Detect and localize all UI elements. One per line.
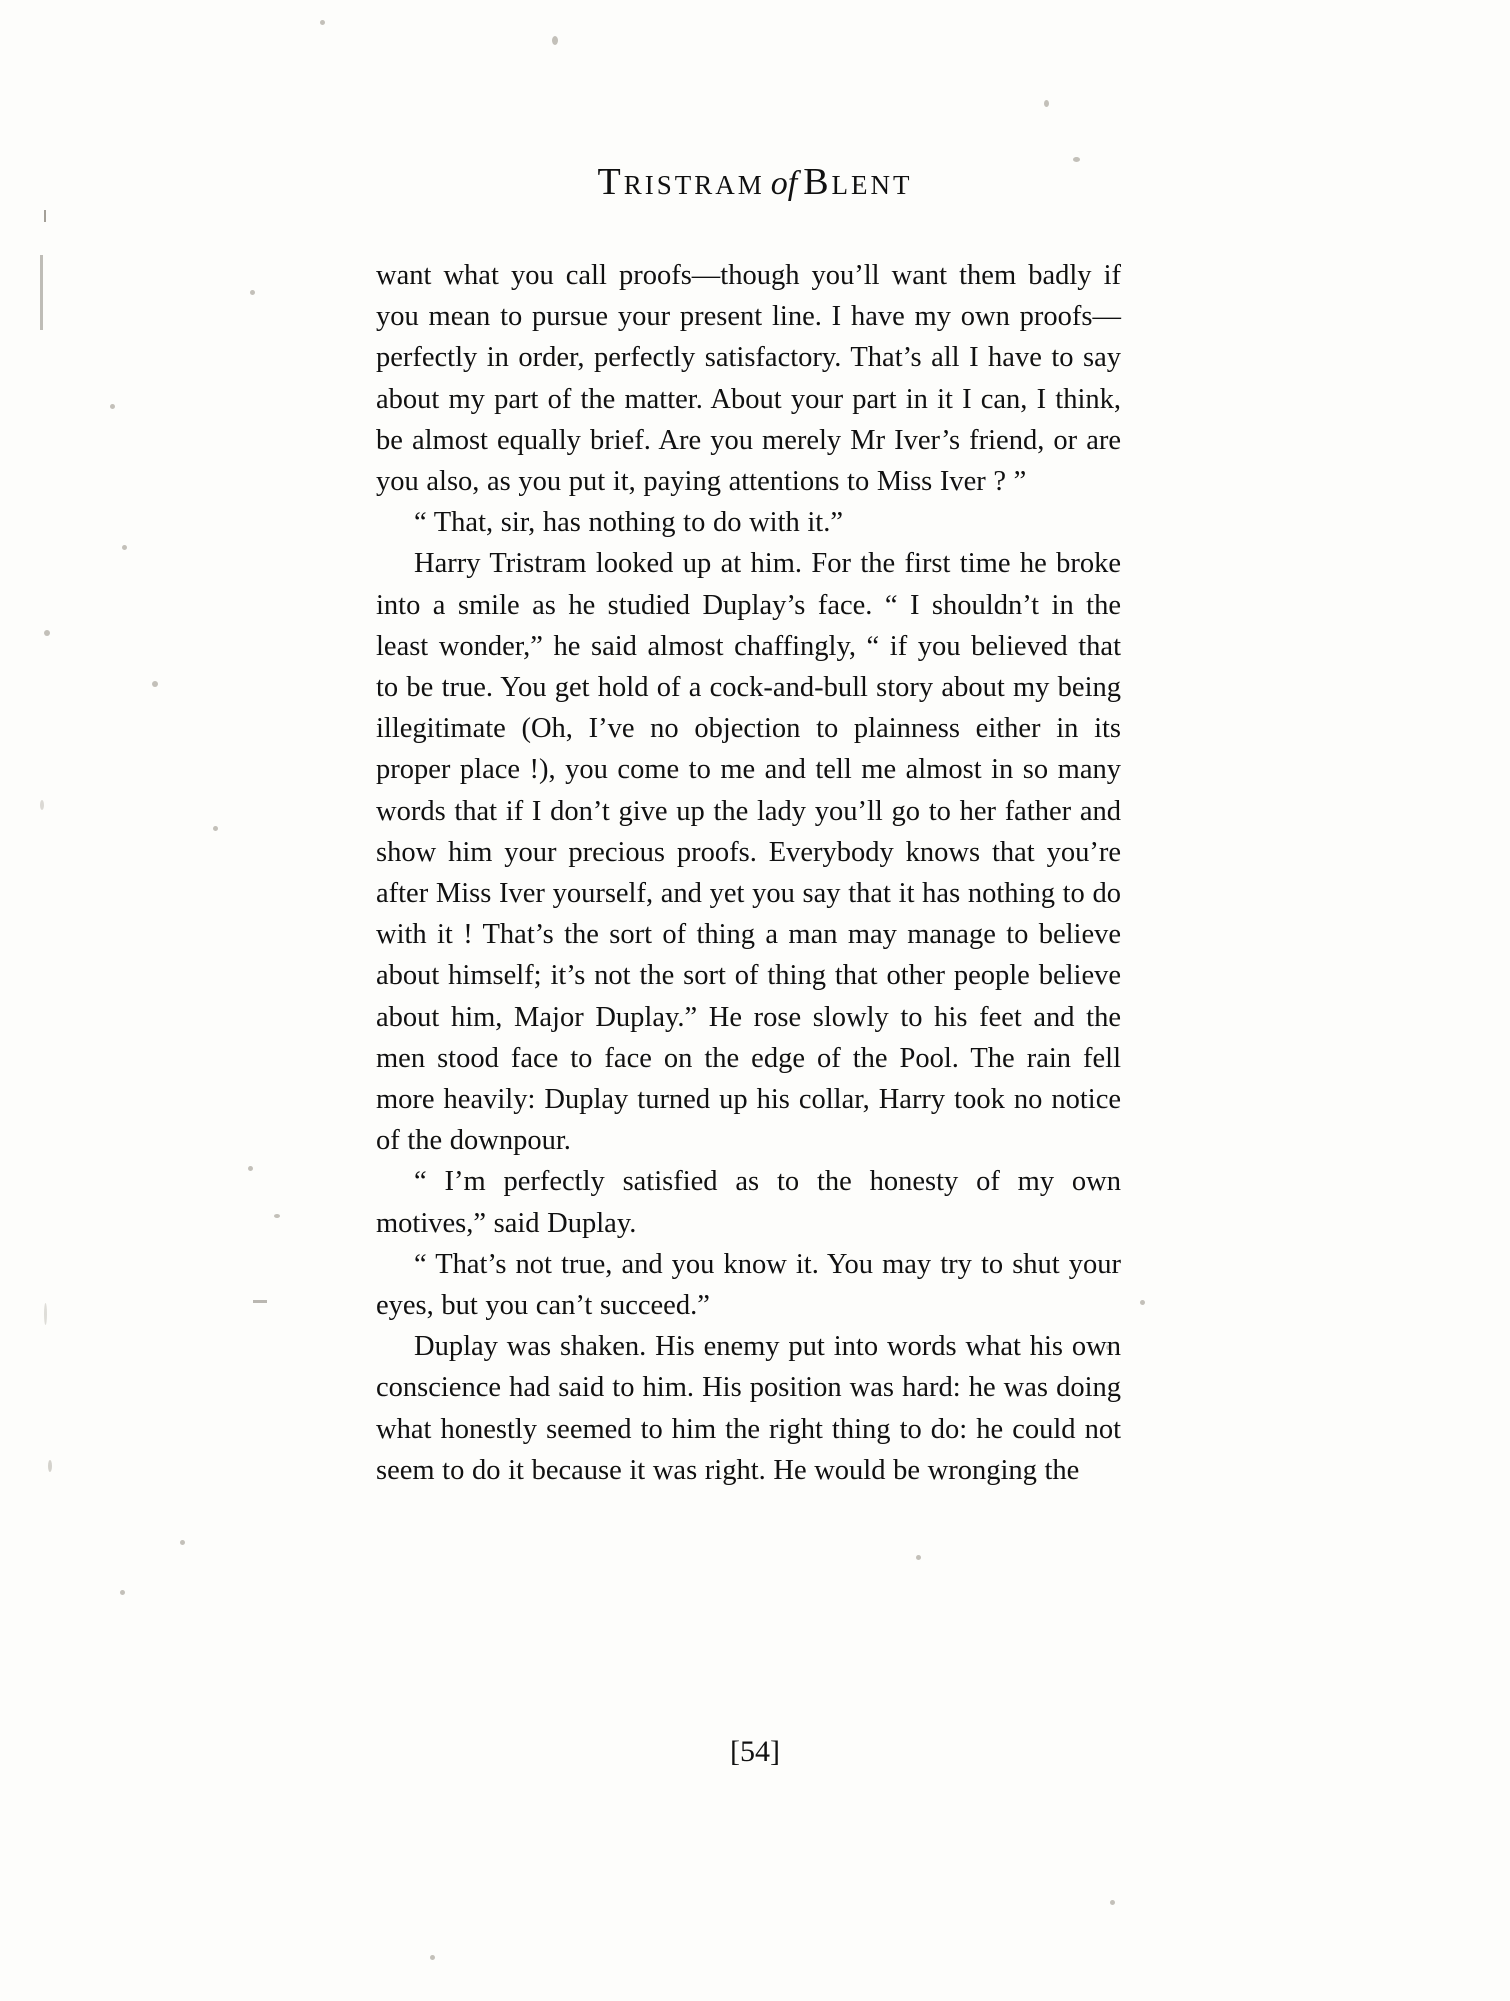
paragraph: Duplay was shaken. His enemy put into words what his own conscience had said to him. His position was hard: he was doing what honestly seemed to him the right thing to do: he could not seem to do it because it was right. He would be wronging the [376, 1331, 1121, 1486]
paragraph: Harry Tristram looked up at him. For the first time he broke into a smile as he studied Duplay’s face. “ I shouldn’t in the least wonder,” he said almost chaffingly, “ if you believed that to be true. You get hold of a cock-and-bull story about my being illegitimate (Oh, I’ve no objection to plainness either in its proper place !), you come to me and tell me almost in so many words that if I don’t give up the lady you’ll go to her father and show him your precious proofs. Everybody knows that you’re after Miss Iver yourself, and yet you say that it has nothing to do with it ! That’s the sort of thing a man may manage to believe about himself; it’s not the sort of thing that other people believe about him, Major Duplay.” He rose slowly to his feet and the men stood face to face on the edge of the Pool. The rain fell more heavily: Duplay turned up his collar, Harry took no notice of the downpour. [376, 548, 1121, 1157]
paragraph: “ That’s not true, and you know it. You may try to shut your eyes, but you can’t succeed.” [376, 1248, 1121, 1322]
paragraph: “ I’m perfectly satisfied as to the honesty of my own motives,” said Duplay. [376, 1166, 1121, 1239]
scan-speck [1110, 1900, 1115, 1905]
running-head-title-part2: Blent [803, 161, 913, 203]
scan-speck [430, 1955, 435, 1960]
scan-speck [1044, 100, 1049, 107]
scan-speck [250, 290, 255, 295]
paragraph: “ That, sir, has nothing to do with it.” [414, 507, 843, 539]
scan-speck [122, 545, 127, 550]
body-text [376, 255, 1121, 1491]
scan-streak [253, 1300, 267, 1303]
scan-speck [552, 36, 558, 45]
scan-speck [248, 1166, 253, 1171]
scan-speck [110, 404, 115, 409]
scan-streak [40, 255, 43, 330]
running-head-of: of [770, 165, 798, 202]
scan-streak [44, 210, 46, 222]
page-number: [54] [730, 1735, 780, 1768]
scan-speck [320, 20, 325, 25]
paragraph: want what you call proofs—though you’ll want them badly if you mean to pursue your present line. I have my own proofs—perfectly in order, perfectly satisfactory. That’s all I have to say about my part of the matter. About your part in it I can, I think, be almost equally brief. Are you merely Mr Iver’s friend, or are you also, as you put it, paying attentions to Miss Iver ? ” [376, 260, 1121, 498]
scan-speck [40, 800, 44, 810]
scan-speck [152, 681, 158, 687]
scan-speck [274, 1214, 280, 1218]
scan-speck [1140, 1300, 1145, 1305]
scan-speck [44, 1303, 47, 1325]
running-head-title-part1: Tristram [597, 161, 765, 203]
scan-speck [48, 1460, 52, 1472]
scan-speck [916, 1555, 921, 1560]
running-head [0, 160, 1510, 204]
scan-speck [120, 1590, 125, 1595]
scan-speck [180, 1540, 185, 1545]
scan-speck [213, 826, 218, 831]
scan-speck [44, 630, 50, 636]
